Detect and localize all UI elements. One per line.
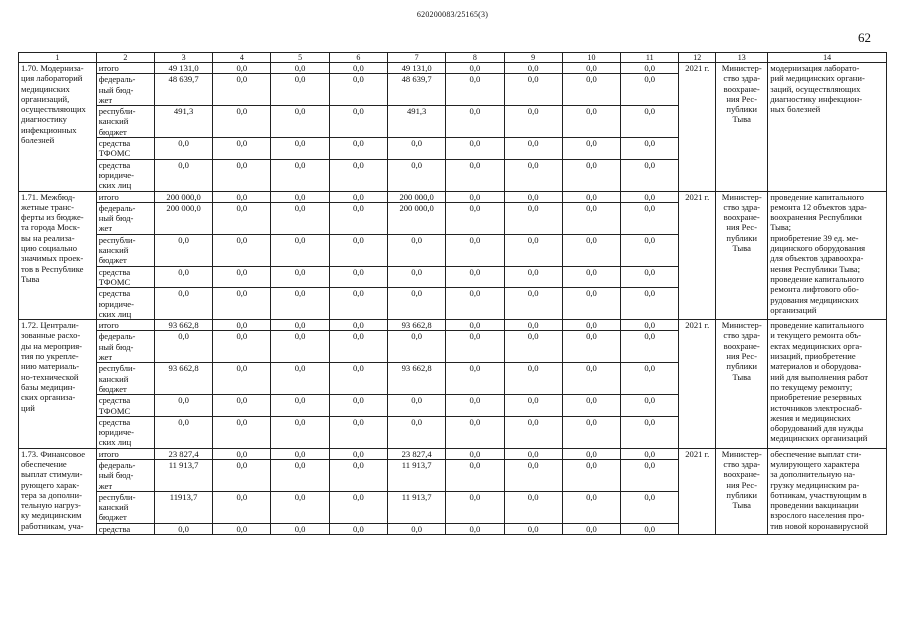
- amount-cell: 0,0: [154, 159, 212, 191]
- amount-cell: 0,0: [329, 266, 387, 288]
- amount-cell: 93 662,8: [388, 320, 446, 331]
- funding-source-cell: федераль- ный бюд- жет: [96, 202, 154, 234]
- amount-cell: 0,0: [504, 74, 562, 106]
- amount-cell: 0,0: [329, 191, 387, 202]
- amount-cell: 0,0: [271, 63, 329, 74]
- column-number: 7: [388, 53, 446, 63]
- funding-source-cell: средства юридиче- ских лиц: [96, 288, 154, 320]
- amount-cell: 0,0: [562, 459, 620, 491]
- funding-source-cell: средства ТФОМС: [96, 138, 154, 160]
- amount-cell: 0,0: [562, 448, 620, 459]
- amount-cell: 0,0: [504, 138, 562, 160]
- column-number: 4: [213, 53, 271, 63]
- amount-cell: 0,0: [388, 523, 446, 534]
- amount-cell: 0,0: [504, 63, 562, 74]
- amount-cell: 0,0: [446, 491, 504, 523]
- amount-cell: 0,0: [213, 202, 271, 234]
- amount-cell: 0,0: [388, 416, 446, 448]
- amount-cell: 0,0: [504, 416, 562, 448]
- amount-cell: 0,0: [504, 363, 562, 395]
- amount-cell: 0,0: [329, 202, 387, 234]
- expected-result-cell: модернизация лаборато- рий медицинских органи- заций, осуществляющих диагностику инфекцион- ных болезней: [768, 63, 887, 192]
- amount-cell: 0,0: [621, 266, 679, 288]
- amount-cell: 0,0: [271, 448, 329, 459]
- activity-name-cell: 1.73. Финансовое обеспечение выплат стимули- рующего харак- тера за дополни- тельную нагруз- ку медицинским работникам, уча-: [19, 448, 97, 534]
- amount-cell: 0,0: [562, 74, 620, 106]
- amount-cell: 0,0: [213, 74, 271, 106]
- amount-cell: 11 913,7: [154, 459, 212, 491]
- amount-cell: 93 662,8: [154, 363, 212, 395]
- amount-cell: 0,0: [446, 288, 504, 320]
- amount-cell: 0,0: [388, 331, 446, 363]
- activity-name-cell: 1.72. Централи- зованные расхо- ды на мероприя- тия по укрепле- нию материаль- но-технической базы медицин- ских организа- ций: [19, 320, 97, 449]
- amount-cell: 0,0: [154, 234, 212, 266]
- amount-cell: 0,0: [271, 395, 329, 417]
- amount-cell: 0,0: [562, 138, 620, 160]
- amount-cell: 48 639,7: [388, 74, 446, 106]
- funding-source-cell: средства ТФОМС: [96, 266, 154, 288]
- amount-cell: 93 662,8: [388, 363, 446, 395]
- amount-cell: 0,0: [562, 159, 620, 191]
- amount-cell: 0,0: [271, 523, 329, 534]
- amount-cell: 0,0: [562, 363, 620, 395]
- amount-cell: 0,0: [271, 74, 329, 106]
- amount-cell: 0,0: [388, 138, 446, 160]
- amount-cell: 48 639,7: [154, 74, 212, 106]
- amount-cell: 0,0: [213, 320, 271, 331]
- page-number: 62: [858, 30, 871, 45]
- amount-cell: 0,0: [213, 266, 271, 288]
- amount-cell: 0,0: [329, 491, 387, 523]
- amount-cell: 93 662,8: [154, 320, 212, 331]
- amount-cell: 0,0: [329, 63, 387, 74]
- amount-cell: 0,0: [562, 106, 620, 138]
- amount-cell: 0,0: [562, 288, 620, 320]
- amount-cell: 200 000,0: [154, 202, 212, 234]
- amount-cell: 0,0: [213, 416, 271, 448]
- amount-cell: 0,0: [504, 288, 562, 320]
- amount-cell: 200 000,0: [154, 191, 212, 202]
- amount-cell: 0,0: [213, 459, 271, 491]
- amount-cell: 23 827,4: [154, 448, 212, 459]
- amount-cell: 0,0: [329, 448, 387, 459]
- amount-cell: 0,0: [621, 63, 679, 74]
- year-cell: 2021 г.: [679, 63, 716, 192]
- amount-cell: 0,0: [271, 191, 329, 202]
- amount-cell: 0,0: [446, 459, 504, 491]
- amount-cell: 0,0: [504, 191, 562, 202]
- amount-cell: 0,0: [446, 266, 504, 288]
- column-number: 8: [446, 53, 504, 63]
- funding-source-cell: федераль- ный бюд- жет: [96, 74, 154, 106]
- amount-cell: 49 131,0: [388, 63, 446, 74]
- amount-cell: 0,0: [562, 63, 620, 74]
- amount-cell: 11 913,7: [388, 459, 446, 491]
- funding-source-cell: республи- канский бюджет: [96, 363, 154, 395]
- amount-cell: 0,0: [213, 191, 271, 202]
- amount-cell: 0,0: [562, 234, 620, 266]
- amount-cell: 0,0: [329, 106, 387, 138]
- amount-cell: 0,0: [446, 138, 504, 160]
- amount-cell: 0,0: [213, 159, 271, 191]
- amount-cell: 11 913,7: [388, 491, 446, 523]
- amount-cell: 0,0: [504, 459, 562, 491]
- funding-source-cell: итого: [96, 63, 154, 74]
- amount-cell: 0,0: [213, 491, 271, 523]
- executor-cell: Министер- ство здра- воохране- ния Рес- публики Тыва: [716, 63, 768, 192]
- amount-cell: 0,0: [504, 266, 562, 288]
- amount-cell: 200 000,0: [388, 191, 446, 202]
- amount-cell: 0,0: [271, 331, 329, 363]
- amount-cell: 0,0: [329, 74, 387, 106]
- amount-cell: 0,0: [446, 63, 504, 74]
- amount-cell: 0,0: [504, 448, 562, 459]
- amount-cell: 491,3: [388, 106, 446, 138]
- amount-cell: 0,0: [154, 266, 212, 288]
- amount-cell: 0,0: [213, 288, 271, 320]
- amount-cell: 0,0: [388, 395, 446, 417]
- funding-source-cell: средства юридиче- ских лиц: [96, 159, 154, 191]
- executor-cell: Министер- ство здра- воохране- ния Рес- публики Тыва: [716, 448, 768, 534]
- amount-cell: 0,0: [271, 234, 329, 266]
- amount-cell: 0,0: [388, 266, 446, 288]
- activity-name-cell: 1.70. Модерниза- ция лабораторий медицинских организаций, осуществляющих диагностику инфекционных болезней: [19, 63, 97, 192]
- amount-cell: 0,0: [329, 523, 387, 534]
- amount-cell: 0,0: [621, 106, 679, 138]
- funding-source-cell: республи- канский бюджет: [96, 234, 154, 266]
- amount-cell: 11913,7: [154, 491, 212, 523]
- amount-cell: 0,0: [446, 234, 504, 266]
- table-body: [19, 53, 887, 535]
- amount-cell: 0,0: [446, 320, 504, 331]
- amount-cell: 491,3: [154, 106, 212, 138]
- amount-cell: 0,0: [271, 491, 329, 523]
- amount-cell: 0,0: [271, 266, 329, 288]
- year-cell: 2021 г.: [679, 320, 716, 449]
- year-cell: 2021 г.: [679, 191, 716, 320]
- amount-cell: 0,0: [562, 491, 620, 523]
- amount-cell: 49 131,0: [154, 63, 212, 74]
- expected-result-cell: проведение капитального ремонта 12 объектов здра- воохранения Республики Тыва; приобретение 39 ед. ме- дицинского оборудования для объектов здравоохра- нения Республики Тыва; проведение капитального ремонта лифтового обо- рудования медицинских организаций: [768, 191, 887, 320]
- amount-cell: 0,0: [621, 138, 679, 160]
- amount-cell: 0,0: [504, 106, 562, 138]
- amount-cell: 0,0: [154, 331, 212, 363]
- amount-cell: 0,0: [329, 459, 387, 491]
- amount-cell: 0,0: [562, 416, 620, 448]
- funding-source-cell: итого: [96, 191, 154, 202]
- amount-cell: 0,0: [504, 331, 562, 363]
- amount-cell: 0,0: [504, 395, 562, 417]
- amount-cell: 0,0: [329, 320, 387, 331]
- amount-cell: 0,0: [213, 63, 271, 74]
- amount-cell: 0,0: [504, 523, 562, 534]
- amount-cell: 0,0: [329, 138, 387, 160]
- executor-cell: Министер- ство здра- воохране- ния Рес- публики Тыва: [716, 320, 768, 449]
- amount-cell: 0,0: [388, 159, 446, 191]
- amount-cell: 0,0: [213, 106, 271, 138]
- amount-cell: 0,0: [621, 416, 679, 448]
- amount-cell: 0,0: [213, 138, 271, 160]
- amount-cell: 0,0: [621, 523, 679, 534]
- amount-cell: 0,0: [621, 202, 679, 234]
- funding-source-cell: средства юридиче- ских лиц: [96, 416, 154, 448]
- table-row: [19, 448, 887, 459]
- column-number: 10: [562, 53, 620, 63]
- amount-cell: 0,0: [154, 416, 212, 448]
- funding-source-cell: средства ТФОМС: [96, 395, 154, 417]
- amount-cell: 0,0: [213, 523, 271, 534]
- column-number-row: [19, 53, 887, 63]
- amount-cell: 0,0: [154, 523, 212, 534]
- amount-cell: 0,0: [562, 331, 620, 363]
- amount-cell: 0,0: [213, 363, 271, 395]
- amount-cell: 0,0: [271, 202, 329, 234]
- funding-source-cell: федераль- ный бюд- жет: [96, 331, 154, 363]
- amount-cell: 0,0: [504, 491, 562, 523]
- program-funding-table: [18, 52, 887, 535]
- funding-source-cell: республи- канский бюджет: [96, 491, 154, 523]
- amount-cell: 0,0: [329, 416, 387, 448]
- amount-cell: 0,0: [562, 202, 620, 234]
- amount-cell: 0,0: [213, 448, 271, 459]
- table-row: [19, 191, 887, 202]
- amount-cell: 0,0: [329, 331, 387, 363]
- funding-source-cell: итого: [96, 448, 154, 459]
- amount-cell: 0,0: [446, 523, 504, 534]
- amount-cell: 0,0: [446, 74, 504, 106]
- column-number: 6: [329, 53, 387, 63]
- column-number: 9: [504, 53, 562, 63]
- amount-cell: 0,0: [446, 202, 504, 234]
- table-row: [19, 63, 887, 74]
- amount-cell: 0,0: [621, 159, 679, 191]
- executor-cell: Министер- ство здра- воохране- ния Рес- публики Тыва: [716, 191, 768, 320]
- amount-cell: 0,0: [562, 320, 620, 331]
- amount-cell: 0,0: [446, 448, 504, 459]
- amount-cell: 0,0: [621, 234, 679, 266]
- amount-cell: 0,0: [504, 202, 562, 234]
- amount-cell: 0,0: [621, 448, 679, 459]
- amount-cell: 0,0: [446, 331, 504, 363]
- amount-cell: 0,0: [329, 363, 387, 395]
- amount-cell: 0,0: [562, 266, 620, 288]
- amount-cell: 0,0: [271, 159, 329, 191]
- amount-cell: 0,0: [329, 395, 387, 417]
- amount-cell: 0,0: [271, 138, 329, 160]
- amount-cell: 0,0: [621, 320, 679, 331]
- amount-cell: 0,0: [446, 106, 504, 138]
- amount-cell: 0,0: [621, 288, 679, 320]
- amount-cell: 0,0: [271, 106, 329, 138]
- column-number: 1: [19, 53, 97, 63]
- amount-cell: 0,0: [621, 74, 679, 106]
- table-row: [19, 320, 887, 331]
- amount-cell: 200 000,0: [388, 202, 446, 234]
- funding-source-cell: республи- канский бюджет: [96, 106, 154, 138]
- amount-cell: 0,0: [154, 138, 212, 160]
- amount-cell: 0,0: [154, 288, 212, 320]
- funding-source-cell: итого: [96, 320, 154, 331]
- activity-name-cell: 1.71. Межбюд- жетные транс- ферты из бюдже- та города Моск- вы на реализа- цию социально значимых проек- тов в Республике Тыва: [19, 191, 97, 320]
- column-number: 12: [679, 53, 716, 63]
- amount-cell: 0,0: [329, 288, 387, 320]
- expected-result-cell: проведение капитального и текущего ремонта объ- ектах медицинских орга- низаций, приобретение материалов и оборудова- ний для выполнения работ по текущему ремонту; приобретение резервных источников электроснаб- жения и медицинских оборудований для нужды медицинских организаций: [768, 320, 887, 449]
- column-number: 13: [716, 53, 768, 63]
- amount-cell: 0,0: [154, 395, 212, 417]
- column-number: 5: [271, 53, 329, 63]
- amount-cell: 0,0: [329, 234, 387, 266]
- amount-cell: 0,0: [213, 234, 271, 266]
- amount-cell: 0,0: [621, 491, 679, 523]
- amount-cell: 0,0: [621, 331, 679, 363]
- amount-cell: 0,0: [562, 395, 620, 417]
- amount-cell: 0,0: [213, 331, 271, 363]
- amount-cell: 0,0: [329, 159, 387, 191]
- funding-source-cell: средства: [96, 523, 154, 534]
- amount-cell: 0,0: [621, 459, 679, 491]
- expected-result-cell: обеспечение выплат сти- мулирующего характера за дополнительную на- грузку медицинским ра- ботникам, участвующим в проведении вакцинации взрослого населения про- тив новой коронавирусной: [768, 448, 887, 534]
- column-number: 11: [621, 53, 679, 63]
- amount-cell: 23 827,4: [388, 448, 446, 459]
- column-number: 3: [154, 53, 212, 63]
- amount-cell: 0,0: [388, 234, 446, 266]
- amount-cell: 0,0: [271, 320, 329, 331]
- funding-source-cell: федераль- ный бюд- жет: [96, 459, 154, 491]
- column-number: 2: [96, 53, 154, 63]
- amount-cell: 0,0: [562, 523, 620, 534]
- amount-cell: 0,0: [562, 191, 620, 202]
- column-number: 14: [768, 53, 887, 63]
- amount-cell: 0,0: [213, 395, 271, 417]
- amount-cell: 0,0: [446, 159, 504, 191]
- amount-cell: 0,0: [504, 159, 562, 191]
- amount-cell: 0,0: [446, 191, 504, 202]
- document-id: 620200083/25165(3): [416, 10, 489, 19]
- amount-cell: 0,0: [446, 363, 504, 395]
- amount-cell: 0,0: [446, 416, 504, 448]
- amount-cell: 0,0: [271, 459, 329, 491]
- amount-cell: 0,0: [621, 395, 679, 417]
- amount-cell: 0,0: [271, 416, 329, 448]
- amount-cell: 0,0: [388, 288, 446, 320]
- amount-cell: 0,0: [271, 363, 329, 395]
- amount-cell: 0,0: [504, 234, 562, 266]
- year-cell: 2021 г.: [679, 448, 716, 534]
- amount-cell: 0,0: [271, 288, 329, 320]
- amount-cell: 0,0: [621, 191, 679, 202]
- amount-cell: 0,0: [621, 363, 679, 395]
- amount-cell: 0,0: [446, 395, 504, 417]
- amount-cell: 0,0: [504, 320, 562, 331]
